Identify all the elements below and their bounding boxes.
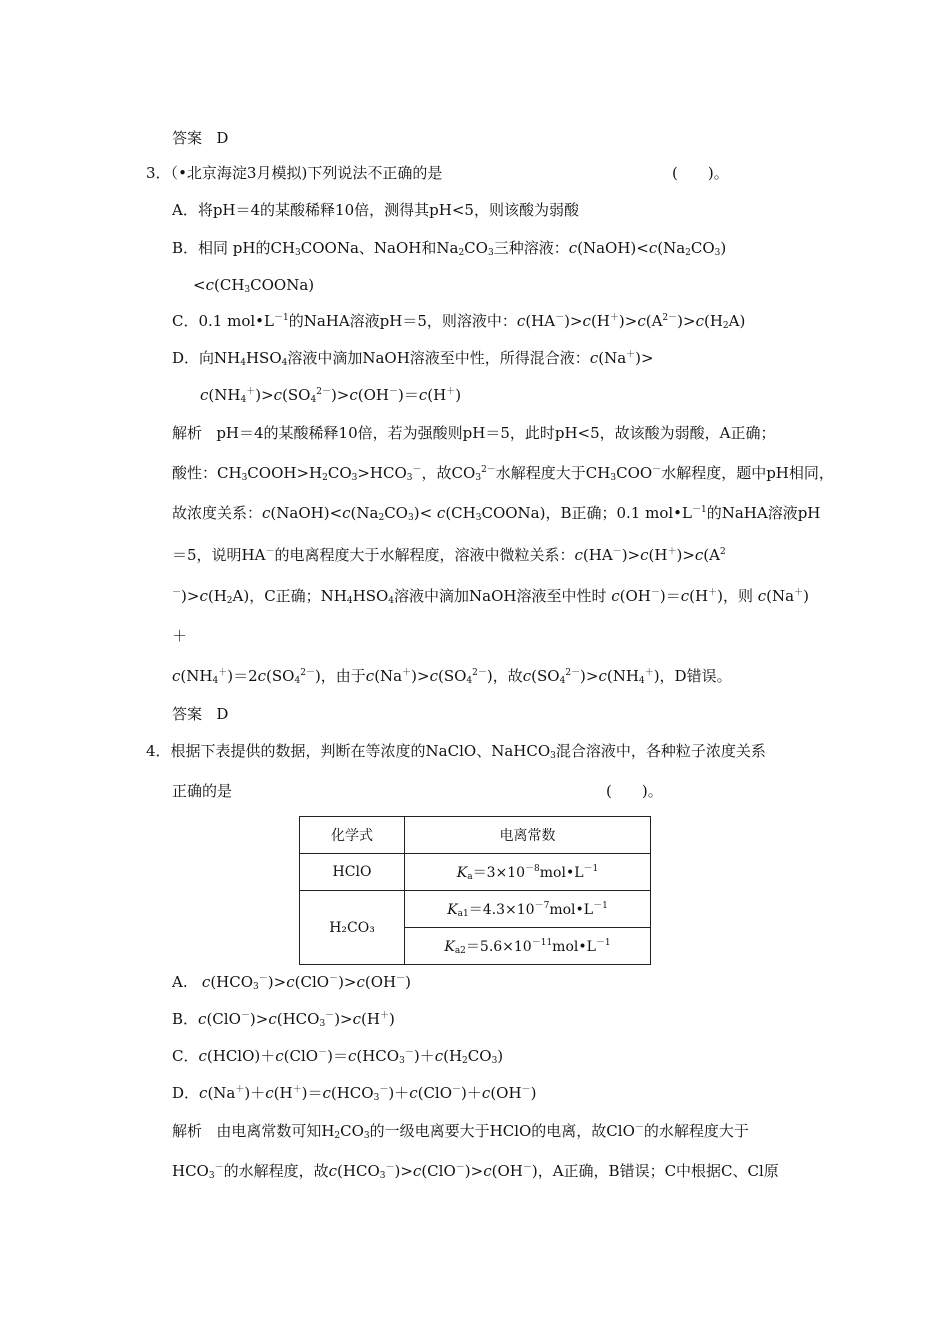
answer-label: 答案 [172, 705, 203, 723]
answer-blank: ( )。 [606, 782, 663, 800]
constant-hclo: $K_a=3\times 10^{-8}mol•L^{-1}$ [405, 854, 651, 891]
option-d: D．向$NH_4HSO_4$溶液中滴加NaOH溶液至中性，所得混合液：c(Na＋)> [172, 349, 654, 368]
formula-h2co3: H₂CO₃ [300, 891, 405, 965]
option-b: B．相同 pH的$CH_3COONa$、NaOH和$Na_2CO_3$三种溶液：$c(NaOH)<c(Na_2CO_3)$ [172, 239, 727, 258]
explanation-line-4: ＝5，说明HA－的电离程度大于水解程度，溶液中微粒关系：$c(HA^-)>c(H^+)>c(A^2$ [172, 546, 726, 564]
option-c: C．$c(HClO)+c(ClO^-)=c(HCO_3^-)+c(H_2CO_3)$ [172, 1047, 504, 1066]
answer-blank: ( )。 [672, 164, 729, 182]
option-a: A. $c(HCO_3^-)>c(ClO^-)>c(OH^-)$ [172, 973, 411, 992]
ionization-constant-table [299, 816, 651, 965]
header-constant: 电离常数 [405, 817, 651, 854]
q3-stem: 3．（•北京海淀3月模拟)下列说法不正确的是 [146, 164, 443, 182]
option-b-cont: $<c(CH_3COONa)$ [193, 276, 315, 295]
q4-stem: 4．根据下表提供的数据，判断在等浓度的NaClO、NaHCO$_3$混合溶液中，各种粒子浓度关系 [146, 742, 766, 761]
constant-ka1: $K_{a1}=4.3\times 10^{-7}mol•L^{-1}$ [405, 891, 651, 928]
option-b: B．$c(ClO^-)>c(HCO_3^-)>c(H^+)$ [172, 1010, 395, 1029]
question-source: 北京海淀3月模拟 [186, 164, 302, 182]
q2-answer-line [172, 128, 228, 148]
explanation-label: 解析 [172, 424, 203, 442]
explanation-line-6: ＋ [172, 627, 188, 645]
option-d-cont: $c(NH_4^+)>c(SO_4^{2-})>c(OH^-)=c(H^+)$ [200, 386, 462, 405]
option-a: A．将pH＝4的某酸稀释10倍，测得其pH<5，则该酸为弱酸 [172, 201, 579, 219]
formula-hclo: HClO [300, 854, 405, 891]
option-d: D．$c(Na^+)+c(H^+)=c(HCO_3^-)+c(ClO^-)+c(OH^-)$ [172, 1084, 537, 1103]
q4-stem-cont: 正确的是 [172, 782, 233, 800]
answer-value: D [216, 129, 229, 147]
explanation-line-3: 故浓度关系：$c(NaOH)<c(Na_2CO_3)<$ $c(CH_3COONa)$，B正确；0.1 $mol•L^{-1}$的NaHA溶液pH [172, 504, 821, 523]
question-number: 4． [146, 742, 171, 760]
answer-label: 答案 [172, 129, 203, 147]
q3-answer-line [172, 704, 228, 724]
explanation-line-1: 解析 由电离常数可知$H_2CO_3$的一级电离要大于HClO的电离，故ClO－的水解程度大于 [172, 1122, 749, 1141]
explanation-line-1: 解析 pH＝4的某酸稀释10倍，若为强酸则pH＝5，此时pH<5，故该酸为弱酸，A正确； [172, 424, 776, 442]
explanation-line-5: $^-)>c(H_2A)$，C正确；$NH_4HSO_4$溶液中滴加NaOH溶液至中性时 c(OH－)＝c(H＋)，则 c(Na＋) [172, 587, 809, 606]
constant-ka2: $K_{a2}=5.6\times 10^{-11}mol•L^{-1}$ [405, 928, 651, 965]
answer-value: D [216, 705, 229, 723]
explanation-line-7: $c(NH_4^+)=2c(SO_4^{2-})$，由于$c(Na^+)>c(SO_4^{2-})$，故$c(SO_4^{2-})>c(NH_4^+)$，D错误。 [172, 667, 732, 686]
explanation-line-2: $HCO_3^-$的水解程度，故$c(HCO_3^-)>c(ClO^-)>c(OH^-)$，A正确，B错误；C中根据C、Cl原 [172, 1162, 779, 1181]
explanation-label: 解析 [172, 1122, 203, 1140]
header-formula: 化学式 [300, 817, 405, 854]
explanation-line-2: 酸性：$CH_3COOH>H_2CO_3>HCO_3^-$，故$CO_3^{2-}$水解程度大于$CH_3COO^-$水解程度，题中pH相同， [172, 464, 834, 483]
option-c: C．0.1 $mol•L^{-1}$的NaHA溶液pH＝5，则溶液中：$c(HA^-)>c(H^+)>c(A^{2-})>c(H_2A)$ [172, 312, 746, 331]
question-number: 3． [146, 164, 171, 182]
